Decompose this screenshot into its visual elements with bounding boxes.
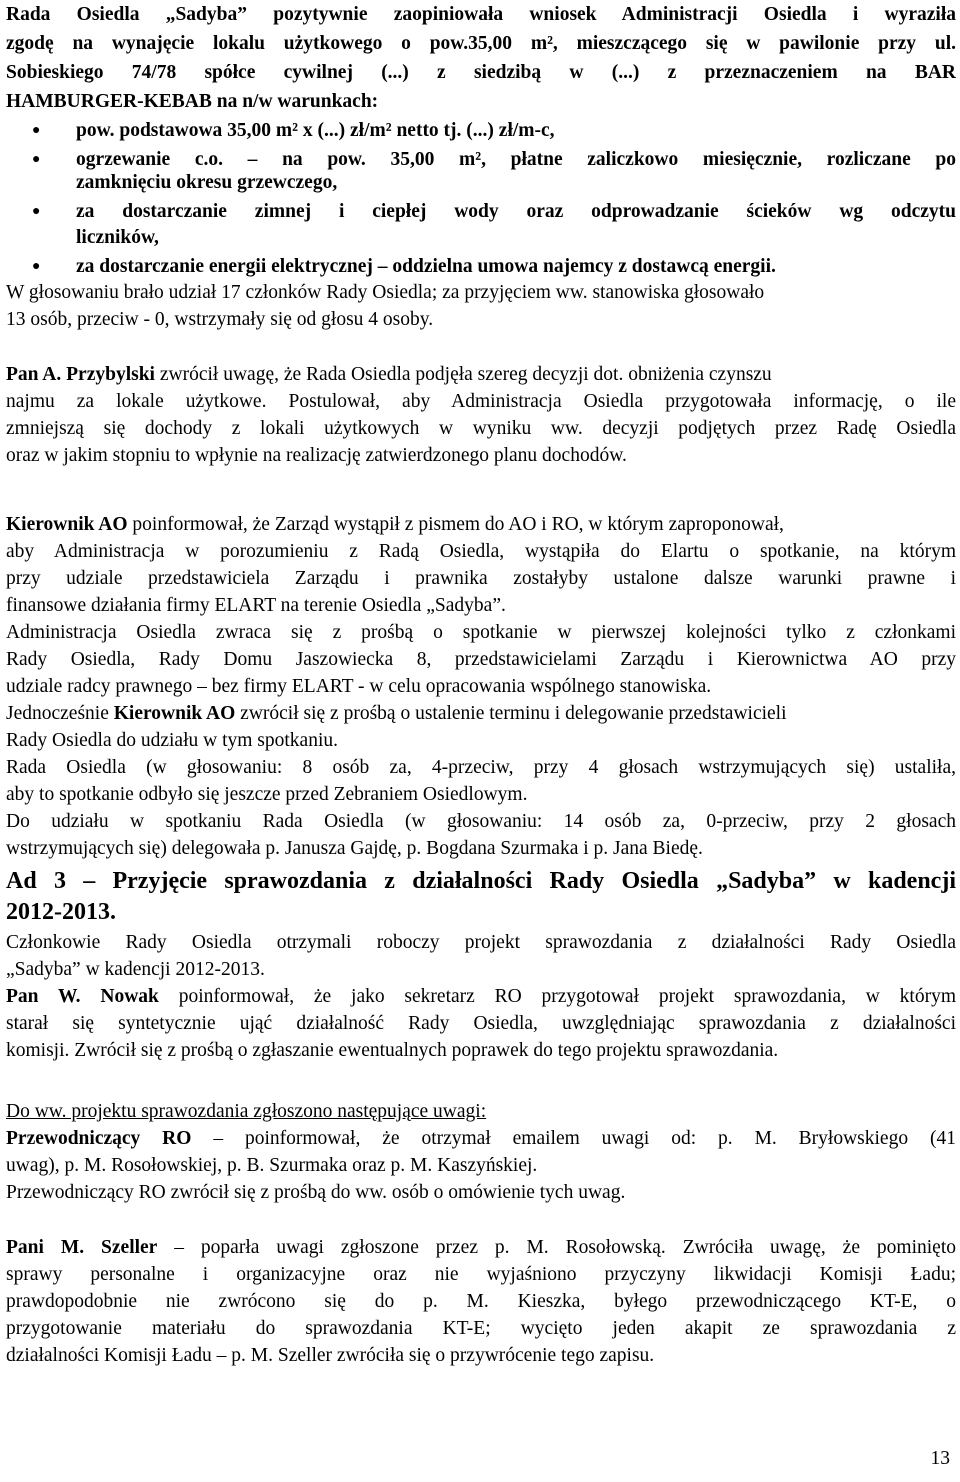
paragraph-line: Jednocześnie Kierownik AO zwrócił się z prośbą o ustalenie terminu i delegowanie przedstawicieli [6, 703, 787, 724]
bullet-icon: ● [32, 123, 41, 138]
paragraph-line: aby Administracja w porozumieniu z Radą Osiedla, wystąpiła do Elartu o spotkanie, na którym [6, 541, 956, 562]
paragraph-line: Do udziału w spotkaniu Rada Osiedla (w głosowaniu: 14 osób za, 0-przeciw, przy 2 głosach [6, 811, 956, 832]
paragraph-line: Przewodniczący RO zwrócił się z prośbą do ww. osób o omówienie tych uwag. [6, 1182, 626, 1203]
paragraph-line: udziale radcy prawnego – bez firmy ELART - w celu opracowania wspólnego stanowiska. [6, 676, 712, 697]
page-number: 13 [930, 1448, 950, 1469]
speaker-name: Pan A. Przybylski [6, 364, 155, 385]
bullet-text: za dostarczanie energii elektrycznej – oddzielna umowa najemcy z dostawcą energii. [76, 256, 776, 277]
paragraph-line: komisji. Zwrócił się z prośbą o zgłaszanie ewentualnych poprawek do tego projektu sprawozdania. [6, 1040, 779, 1061]
paragraph-line: Rady Osiedla do udziału w tym spotkaniu. [6, 730, 338, 751]
paragraph-line: najmu za lokale użytkowe. Postulował, aby Administracja Osiedla przygotowała informację, o ile [6, 391, 956, 412]
paragraph-line: „Sadyba” w kadencji 2012-2013. [6, 959, 265, 980]
bullet-text: zamknięciu okresu grzewczego, [76, 172, 338, 193]
paragraph-line: Przewodniczący RO – poinformował, że otrzymał emailem uwagi od: p. M. Bryłowskiego (41 [6, 1128, 956, 1149]
speaker-name: Pan W. Nowak [6, 986, 159, 1007]
paragraph-line: Pan W. Nowak poinformował, że jako sekretarz RO przygotował projekt sprawozdania, w którym [6, 986, 957, 1007]
paragraph-line: Rady Osiedla, Rady Domu Jaszowiecka 8, przedstawicielami Zarządu i Kierownictwa AO przy [6, 649, 956, 670]
paragraph-line: zgodę na wynajęcie lokalu użytkowego o pow.35,00 m², mieszczącego się w pawilonie przy ul. [6, 33, 956, 54]
section-heading: Ad 3 – Przyjęcie sprawozdania z działalności Rady Osiedla „Sadyba” w kadencji [6, 868, 956, 894]
paragraph-line: aby to spotkanie odbyło się jeszcze przed Zebraniem Osiedlowym. [6, 784, 528, 805]
paragraph-line: sprawy personalne i organizacyjne oraz nie wyjaśniono przyczyny likwidacji Komisji Ładu; [6, 1264, 956, 1285]
paragraph-line: starał się syntetycznie ująć działalność Rady Osiedla, uwzględniając sprawozdania z działalności [6, 1013, 956, 1034]
paragraph-line: HAMBURGER-KEBAB na n/w warunkach: [6, 91, 379, 112]
subheading: Do ww. projektu sprawozdania zgłoszono następujące uwagi: [6, 1101, 487, 1122]
paragraph-line: Rada Osiedla (w głosowaniu: 8 osób za, 4-przeciw, przy 4 głosach wstrzymujących się) ustaliła, [6, 757, 956, 778]
bullet-text: ogrzewanie c.o. – na pow. 35,00 m², płatne zaliczkowo miesięcznie, rozliczane po [76, 149, 956, 170]
paragraph-line: Członkowie Rady Osiedla otrzymali roboczy projekt sprawozdania z działalności Rady Osiedla [6, 932, 956, 953]
paragraph-line: wstrzymujących się) delegowała p. Janusza Gajdę, p. Bogdana Szurmaka i p. Jana Biedę. [6, 838, 703, 859]
paragraph-line: 13 osób, przeciw - 0, wstrzymały się od głosu 4 osoby. [6, 309, 434, 330]
paragraph-line: uwag), p. M. Rosołowskiej, p. B. Szurmaka oraz p. M. Kaszyńskiej. [6, 1155, 538, 1176]
speaker-name: Kierownik AO [6, 514, 128, 535]
bullet-text: liczników, [76, 227, 159, 248]
speaker-name: Kierownik AO [113, 703, 236, 724]
paragraph-line: Pan A. Przybylski zwrócił uwagę, że Rada Osiedla podjęła szereg decyzji dot. obniżenia czynszu [6, 364, 772, 385]
paragraph-line: prawdopodobnie nie zwrócono się do p. M. Kieszka, byłego przewodniczącego KT-E, o [6, 1291, 956, 1312]
paragraph-line: przy udziale przedstawiciela Zarządu i prawnika zostałyby ustalone dalsze warunki prawne i [6, 568, 956, 589]
paragraph-line: Pani M. Szeller – poparła uwagi zgłoszone przez p. M. Rosołowską. Zwróciła uwagę, że pominięto [6, 1237, 956, 1258]
paragraph-line: Kierownik AO poinformował, że Zarząd wystąpił z pismem do AO i RO, w którym zaproponował, [6, 514, 784, 535]
paragraph-line: oraz w jakim stopniu to wpłynie na realizację zatwierdzonego planu dochodów. [6, 445, 627, 466]
bullet-icon: ● [32, 259, 41, 274]
paragraph-line: finansowe działania firmy ELART na terenie Osiedla „Sadyba”. [6, 595, 506, 616]
paragraph-line: Sobieskiego 74/78 spółce cywilnej (...) z siedzibą w (...) z przeznaczeniem na BAR [6, 62, 956, 83]
speaker-name: Pani M. Szeller [6, 1237, 158, 1258]
paragraph-line: zmniejszą się dochody z lokali użytkowych w wyniku ww. decyzji podjętych przez Radę Osiedla [6, 418, 956, 439]
bullet-text: za dostarczanie zimnej i ciepłej wody oraz odprowadzanie ścieków wg odczytu [76, 201, 956, 222]
paragraph-line: W głosowaniu brało udział 17 członków Rady Osiedla; za przyjęciem ww. stanowiska głosowało [6, 282, 765, 303]
paragraph-line: przygotowanie materiału do sprawozdania KT-E; wycięto jeden akapit ze sprawozdania z [6, 1318, 956, 1339]
bullet-text: pow. podstawowa 35,00 m² x (...) zł/m² netto tj. (...) zł/m-c, [76, 120, 555, 141]
paragraph-line: Administracja Osiedla zwraca się z prośbą o spotkanie w pierwszej kolejności tylko z członkami [6, 622, 956, 643]
bullet-icon: ● [32, 152, 41, 167]
bullet-icon: ● [32, 204, 41, 219]
paragraph-line: działalności Komisji Ładu – p. M. Szeller zwróciła się o przywrócenie tego zapisu. [6, 1345, 655, 1366]
speaker-name: Przewodniczący RO [6, 1128, 192, 1149]
paragraph-line: Rada Osiedla „Sadyba” pozytywnie zaopiniowała wniosek Administracji Osiedla i wyraziła [6, 4, 956, 25]
section-heading: 2012-2013. [6, 899, 116, 925]
